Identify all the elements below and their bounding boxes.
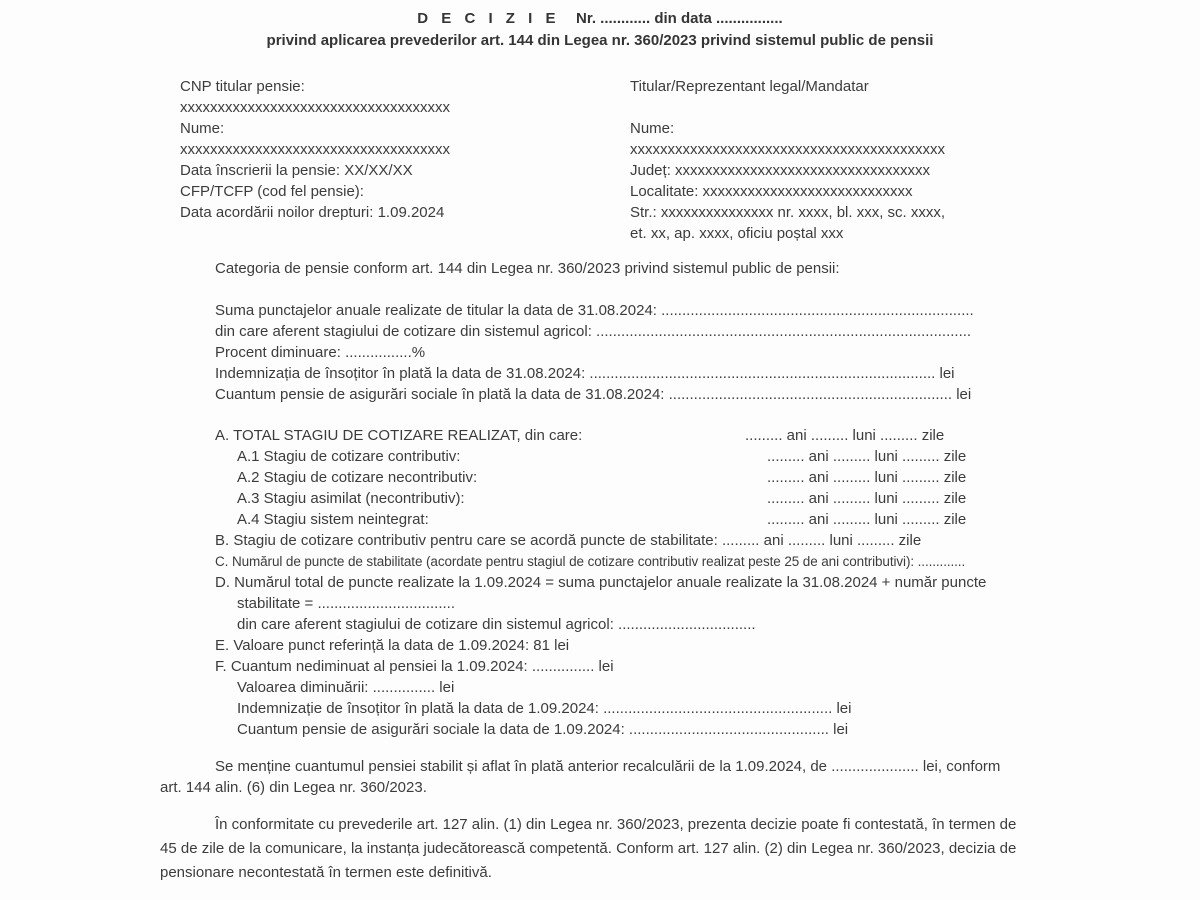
decision-title: D E C I Z I E bbox=[417, 10, 560, 27]
locality-line: Localitate: xxxxxxxxxxxxxxxxxxxxxxxxxxxx bbox=[630, 183, 913, 200]
section-d-line-2: stabilitate = ................................. bbox=[237, 595, 455, 612]
section-f-line: F. Cuantum nediminuat al pensiei la 1.09.2024: ............... lei bbox=[215, 658, 614, 675]
stagiu-necontributiv-value: ......... ani ......... luni ......... zile bbox=[767, 469, 967, 486]
stagiu-neintegrat-value: ......... ani ......... luni ......... zile bbox=[767, 511, 967, 528]
stagiu-necontributiv-row bbox=[215, 467, 1200, 488]
beneficiary-info-section bbox=[0, 76, 1200, 244]
stagiu-neintegrat-label: A.4 Stagiu sistem neintegrat: bbox=[237, 511, 429, 528]
stagiu-asimilat-value: ......... ani ......... luni ......... zile bbox=[767, 490, 967, 507]
total-stagiu-value: ......... ani ......... luni ......... zile bbox=[745, 427, 945, 444]
cfp-code-line: CFP/TCFP (cod fel pensie): bbox=[180, 183, 364, 200]
new-rights-date-line: Data acordării noilor drepturi: 1.09.2024 bbox=[180, 204, 445, 221]
total-points-line: Suma punctajelor anuale realizate de titular la data de 31.08.2024: ........................................................................... bbox=[215, 302, 974, 319]
stagiu-block bbox=[215, 425, 1200, 530]
section-d-line-3: din care aferent stagiului de cotizare din sistemul agricol: ................................. bbox=[237, 616, 756, 633]
holder-name-value-line: xxxxxxxxxxxxxxxxxxxxxxxxxxxxxxxxxxxx bbox=[180, 141, 450, 158]
appeal-paragraph-line-2: 45 de zile de la comunicare, la instanța judecătorească competentă. Conform art. 127 alin. (2) din Legea nr. 360/2023, decizia de bbox=[160, 840, 1017, 857]
representative-title-line: Titular/Reprezentant legal/Mandatar bbox=[630, 78, 869, 95]
address-continuation-line: et. xx, ap. xxxx, oficiu poștal xxx bbox=[630, 225, 844, 242]
decision-subtitle: privind aplicarea prevederilor art. 144 din Legea nr. 360/2023 privind sistemul public de pensii bbox=[266, 32, 934, 49]
appeal-paragraph-line-1: În conformitate cu prevederile art. 127 alin. (1) din Legea nr. 360/2023, prezenta decizie poate fi contestată, în termen de bbox=[215, 816, 1017, 833]
county-line: Județ: xxxxxxxxxxxxxxxxxxxxxxxxxxxxxxxxxx bbox=[630, 162, 931, 179]
holder-name-label-line: Nume: bbox=[180, 120, 225, 137]
social-pension-aug-line: Cuantum pensie de asigurări sociale în plată la data de 31.08.2024: .................................................................... lei bbox=[215, 386, 972, 403]
spacer-line bbox=[630, 97, 1110, 118]
total-stagiu-row bbox=[215, 425, 1200, 446]
agricultural-points-line: din care aferent stagiului de cotizare din sistemul agricol: .......................................................................................... bbox=[215, 323, 972, 340]
companion-allowance-sep-line: Indemnizație de însoțitor în plată la data de 1.09.2024: ....................................................... lei bbox=[237, 700, 852, 717]
cnp-value-line: xxxxxxxxxxxxxxxxxxxxxxxxxxxxxxxxxxxx bbox=[180, 99, 450, 116]
reduction-percent-line: Procent diminuare: ................% bbox=[215, 344, 426, 361]
document-header bbox=[0, 0, 1200, 52]
maintain-paragraph-line-1: Se menține cuantumul pensiei stabilit și aflat în plată anterior recalculării de la 1.09.2024, de ..................... lei, conform bbox=[215, 758, 1001, 775]
pension-category-line: Categoria de pensie conform art. 144 din Legea nr. 360/2023 privind sistemul public de pensii: bbox=[215, 260, 840, 277]
stagiu-asimilat-label: A.3 Stagiu asimilat (necontributiv): bbox=[237, 490, 465, 507]
stagiu-contributiv-label: A.1 Stagiu de cotizare contributiv: bbox=[237, 448, 461, 465]
appeal-paragraph-line-3: pensionare necontestată în termen este definitivă. bbox=[160, 864, 492, 881]
pension-holder-column bbox=[180, 76, 630, 244]
reduction-value-line: Valoarea diminuării: ............... lei bbox=[237, 679, 455, 696]
enrollment-date-line: Data înscrierii la pensie: XX/XX/XX bbox=[180, 162, 413, 179]
social-pension-sep-line: Cuantum pensie de asigurări sociale la data de 1.09.2024: ................................................ lei bbox=[237, 721, 849, 738]
street-line: Str.: xxxxxxxxxxxxxxx nr. xxxx, bl. xxx, sc. xxxx, bbox=[630, 204, 946, 221]
stagiu-necontributiv-label: A.2 Stagiu de cotizare necontributiv: bbox=[237, 469, 478, 486]
companion-allowance-aug-line: Indemnizația de însoțitor în plată la data de 31.08.2024: ................................................................................... lei bbox=[215, 365, 955, 382]
maintain-paragraph-line-2: art. 144 alin. (6) din Legea nr. 360/2023. bbox=[160, 779, 427, 796]
cnp-label-line: CNP titular pensie: bbox=[180, 78, 305, 95]
stagiu-contributiv-row bbox=[215, 446, 1200, 467]
decision-number-blank: Nr. ............ din data ................ bbox=[575, 10, 783, 27]
rep-name-value-line: xxxxxxxxxxxxxxxxxxxxxxxxxxxxxxxxxxxxxxxxxx bbox=[630, 141, 945, 158]
section-e-line: E. Valoare punct referință la data de 1.09.2024: 81 lei bbox=[215, 637, 570, 654]
section-d-line-1: D. Numărul total de puncte realizate la 1.09.2024 = suma punctajelor anuale realizate la 31.08.2024 + număr puncte bbox=[215, 574, 987, 591]
appeal-paragraph bbox=[160, 813, 1075, 885]
rep-name-label-line: Nume: bbox=[630, 120, 675, 137]
decision-title-line bbox=[0, 8, 1200, 30]
total-stagiu-label: A. TOTAL STAGIU DE COTIZARE REALIZAT, din care: bbox=[215, 427, 583, 444]
sections-block bbox=[215, 530, 1200, 740]
maintain-amount-paragraph bbox=[160, 756, 1075, 798]
representative-column bbox=[630, 76, 1110, 244]
stagiu-neintegrat-row bbox=[215, 509, 1200, 530]
stagiu-asimilat-row bbox=[215, 488, 1200, 509]
points-sums-block bbox=[215, 300, 1200, 405]
section-c-line: C. Numărul de puncte de stabilitate (acordate pentru stagiul de cotizare contributiv realizat peste 25 de ani contributivi): ............. bbox=[215, 554, 966, 569]
section-b-line: B. Stagiu de cotizare contributiv pentru care se acordă puncte de stabilitate: ......... ani ......... luni ......... zile bbox=[215, 532, 922, 549]
stagiu-contributiv-value: ......... ani ......... luni ......... zile bbox=[767, 448, 967, 465]
